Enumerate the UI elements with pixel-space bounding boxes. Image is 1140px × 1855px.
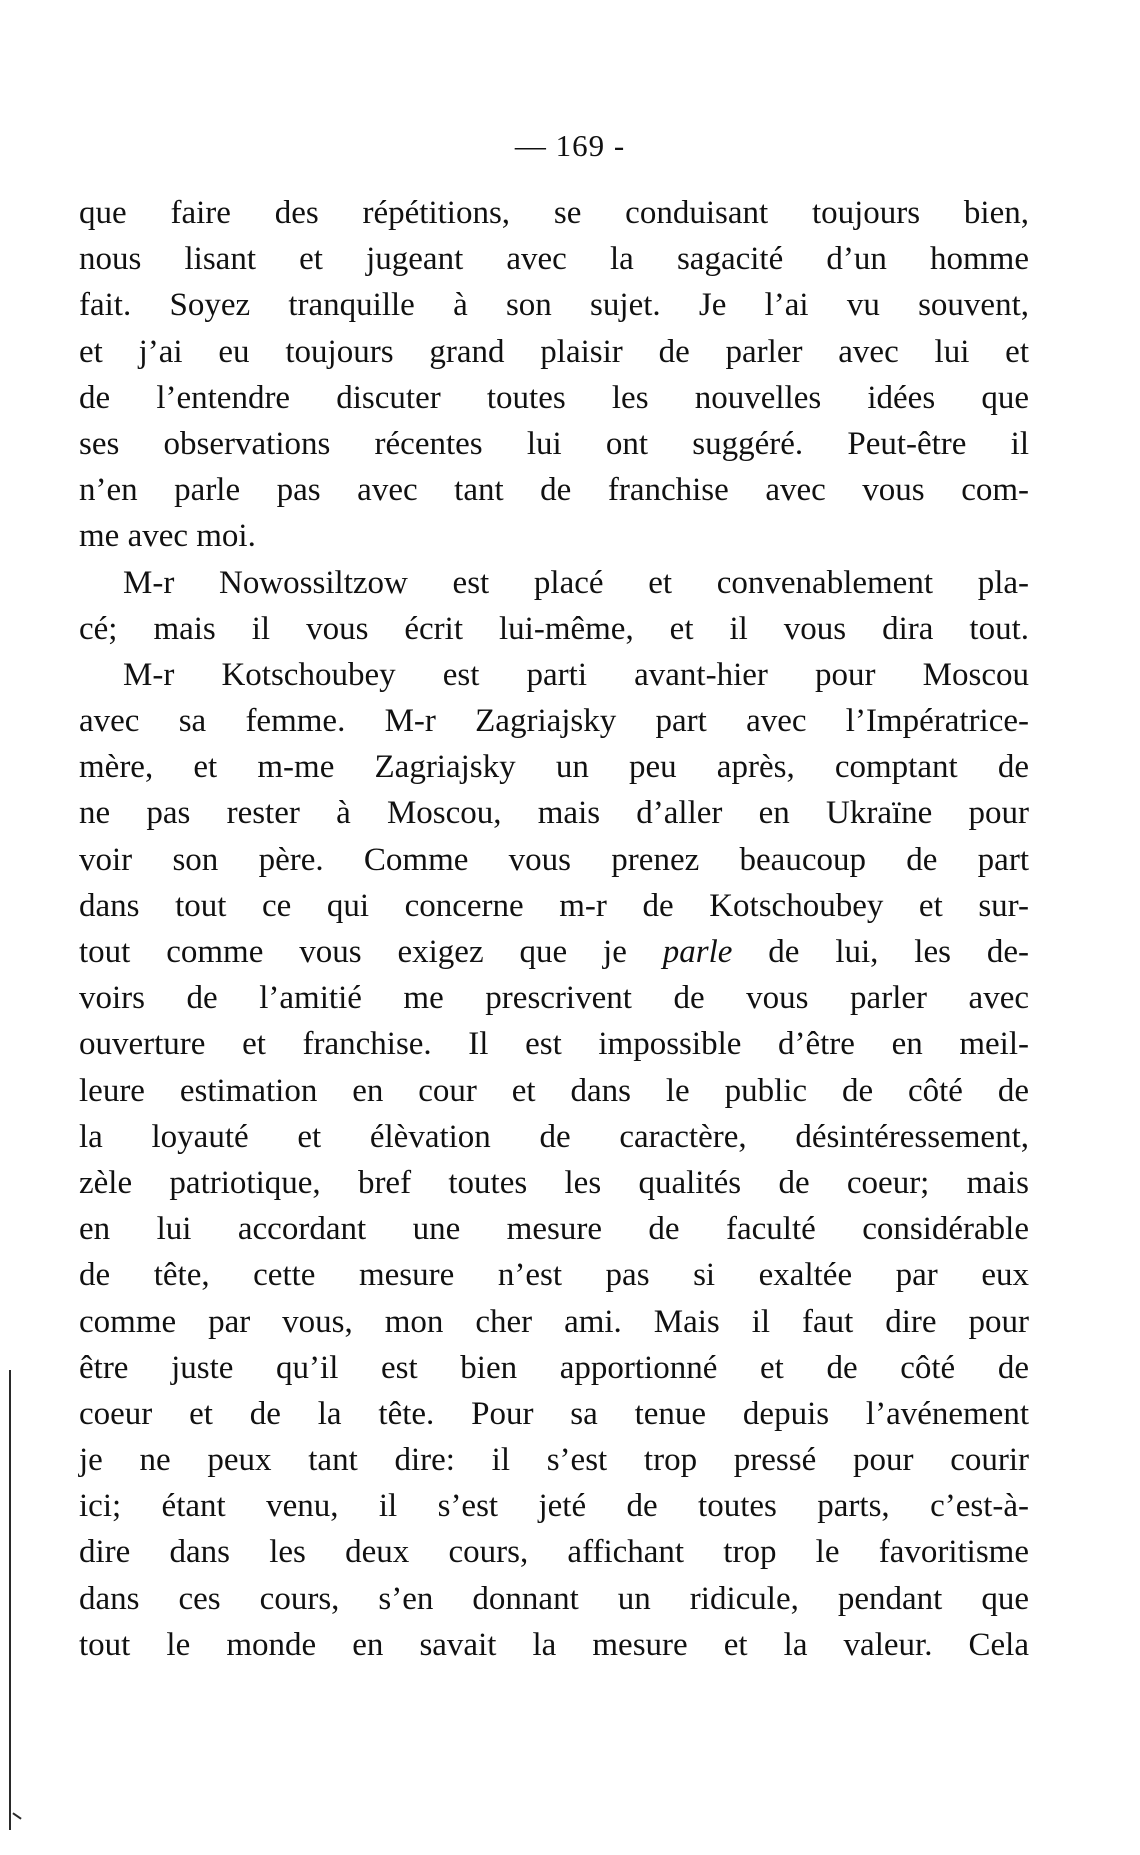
text-line: mère, et m-me Zagriajsky un peu après, comptant de bbox=[79, 749, 1029, 786]
scan-margin-tick bbox=[12, 1812, 21, 1819]
text-line: coeur et de la tête. Pour sa tenue depuis l’avénement bbox=[79, 1395, 1029, 1432]
text-line-with-italic bbox=[79, 929, 1029, 975]
body-text bbox=[79, 190, 1029, 1668]
text-segment: de lui, les de- bbox=[732, 934, 1029, 970]
text-line: ses observations récentes lui ont suggéré. Peut-être il bbox=[79, 425, 1029, 462]
text-line: M-r Nowossiltzow est placé et convenablement pla- bbox=[123, 564, 1029, 601]
page-number: — 169 - bbox=[514, 128, 626, 163]
text-line: tout le monde en savait la mesure et la valeur. Cela bbox=[79, 1626, 1029, 1663]
text-line: comme par vous, mon cher ami. Mais il faut dire pour bbox=[79, 1303, 1029, 1340]
text-line: ne pas rester à Moscou, mais d’aller en Ukraïne pour bbox=[79, 795, 1029, 832]
text-line: je ne peux tant dire: il s’est trop pressé pour courir bbox=[79, 1442, 1029, 1479]
text-line: ouverture et franchise. Il est impossible d’être en meil- bbox=[79, 1026, 1029, 1063]
text-line: dans tout ce qui concerne m-r de Kotschoubey et sur- bbox=[79, 887, 1029, 924]
text-line: et j’ai eu toujours grand plaisir de parler avec lui et bbox=[79, 333, 1029, 370]
text-line: me avec moi. bbox=[79, 518, 256, 555]
text-line: voir son père. Comme vous prenez beaucoup de part bbox=[79, 841, 1029, 878]
text-line: ici; étant venu, il s’est jeté de toutes parts, c’est-à- bbox=[79, 1488, 1029, 1525]
text-line: la loyauté et élèvation de caractère, désintéressement, bbox=[79, 1118, 1029, 1155]
text-line: dans ces cours, s’en donnant un ridicule, pendant que bbox=[79, 1580, 1029, 1617]
italic-word: parle bbox=[662, 934, 733, 970]
text-line: être juste qu’il est bien apportionné et de côté de bbox=[79, 1349, 1029, 1386]
text-line: M-r Kotschoubey est parti avant-hier pour Moscou bbox=[123, 656, 1029, 693]
text-line: zèle patriotique, bref toutes les qualités de coeur; mais bbox=[79, 1164, 1029, 1201]
text-segment: tout comme vous exigez que je bbox=[79, 934, 627, 970]
text-line: nous lisant et jugeant avec la sagacité d’un homme bbox=[79, 241, 1029, 278]
text-line: en lui accordant une mesure de faculté considérable bbox=[79, 1211, 1029, 1248]
text-line: voirs de l’amitié me prescrivent de vous parler avec bbox=[79, 980, 1029, 1017]
text-line: avec sa femme. M-r Zagriajsky part avec l’Impératrice- bbox=[79, 703, 1029, 740]
scan-margin-line bbox=[9, 1370, 11, 1830]
text-line: de l’entendre discuter toutes les nouvelles idées que bbox=[79, 379, 1029, 416]
text-line: de tête, cette mesure n’est pas si exaltée par eux bbox=[79, 1257, 1029, 1294]
text-line: que faire des répétitions, se conduisant toujours bien, bbox=[79, 195, 1029, 231]
text-line: leure estimation en cour et dans le public de côté de bbox=[79, 1072, 1029, 1109]
text-line: dire dans les deux cours, affichant trop le favoritisme bbox=[79, 1534, 1029, 1571]
text-line: fait. Soyez tranquille à son sujet. Je l’ai vu souvent, bbox=[79, 287, 1029, 324]
text-line: n’en parle pas avec tant de franchise avec vous com- bbox=[79, 472, 1029, 509]
text-line: cé; mais il vous écrit lui-même, et il vous dira tout. bbox=[79, 610, 1029, 647]
